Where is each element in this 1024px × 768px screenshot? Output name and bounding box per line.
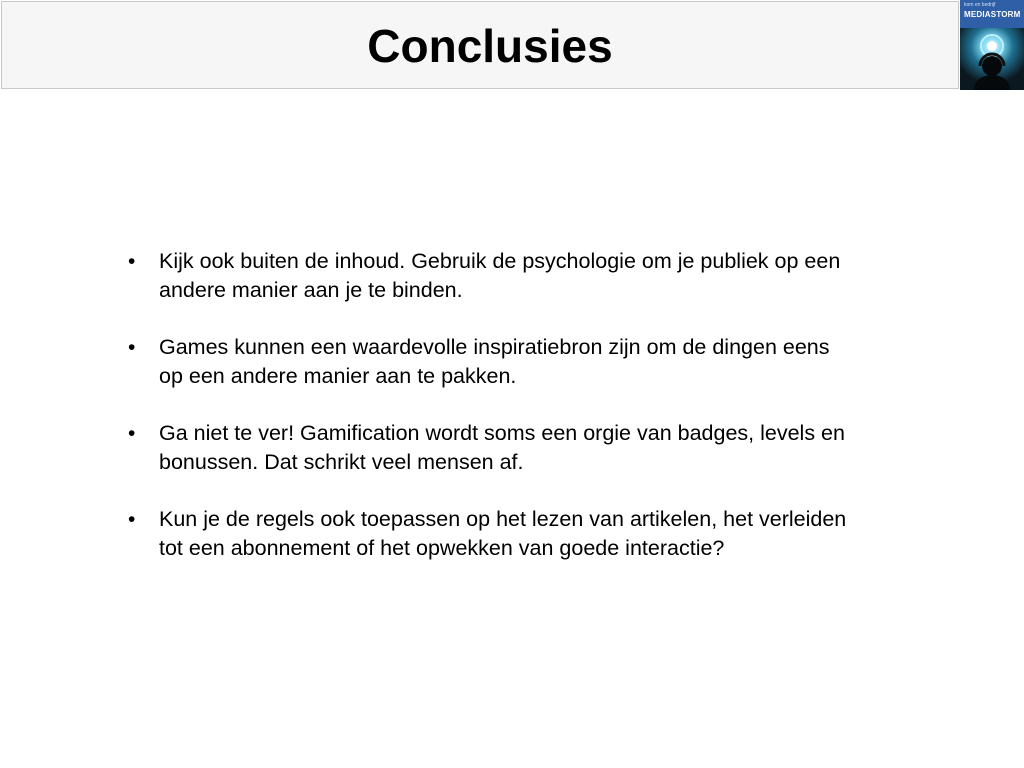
bullet-item [128, 333, 848, 391]
bullet-dot: • [128, 336, 136, 359]
bullet-dot: • [128, 250, 136, 273]
bullet-dot: • [128, 422, 136, 445]
bullet-text: Ga niet te ver! Gamification wordt soms een orgie van badges, levels en bonussen. Dat schrikt veel mensen af. [159, 421, 845, 474]
bullet-text: Kijk ook buiten de inhoud. Gebruik de psychologie om je publiek op een andere manier aan je te binden. [159, 249, 841, 302]
slide-title: Conclusies [367, 20, 613, 72]
headphones-listener-icon [960, 28, 1024, 90]
bullet-item [128, 419, 848, 477]
bullet-dot: • [128, 508, 136, 531]
mediastorm-thumbnail [960, 0, 1024, 90]
bullet-item [128, 505, 848, 563]
bullet-text: Games kunnen een waardevolle inspiratiebron zijn om de dingen eens op een andere manier aan te pakken. [159, 335, 830, 388]
bullet-text: Kun je de regels ook toepassen op het lezen van artikelen, het verleiden tot een abonnement of het opwekken van goede interactie? [159, 507, 847, 560]
thumbnail-brand: MEDIASTORM [964, 10, 1021, 19]
thumbnail-small-text: kom en bedrijf [964, 2, 996, 8]
bullet-item [128, 247, 848, 305]
bullet-list [128, 247, 848, 591]
